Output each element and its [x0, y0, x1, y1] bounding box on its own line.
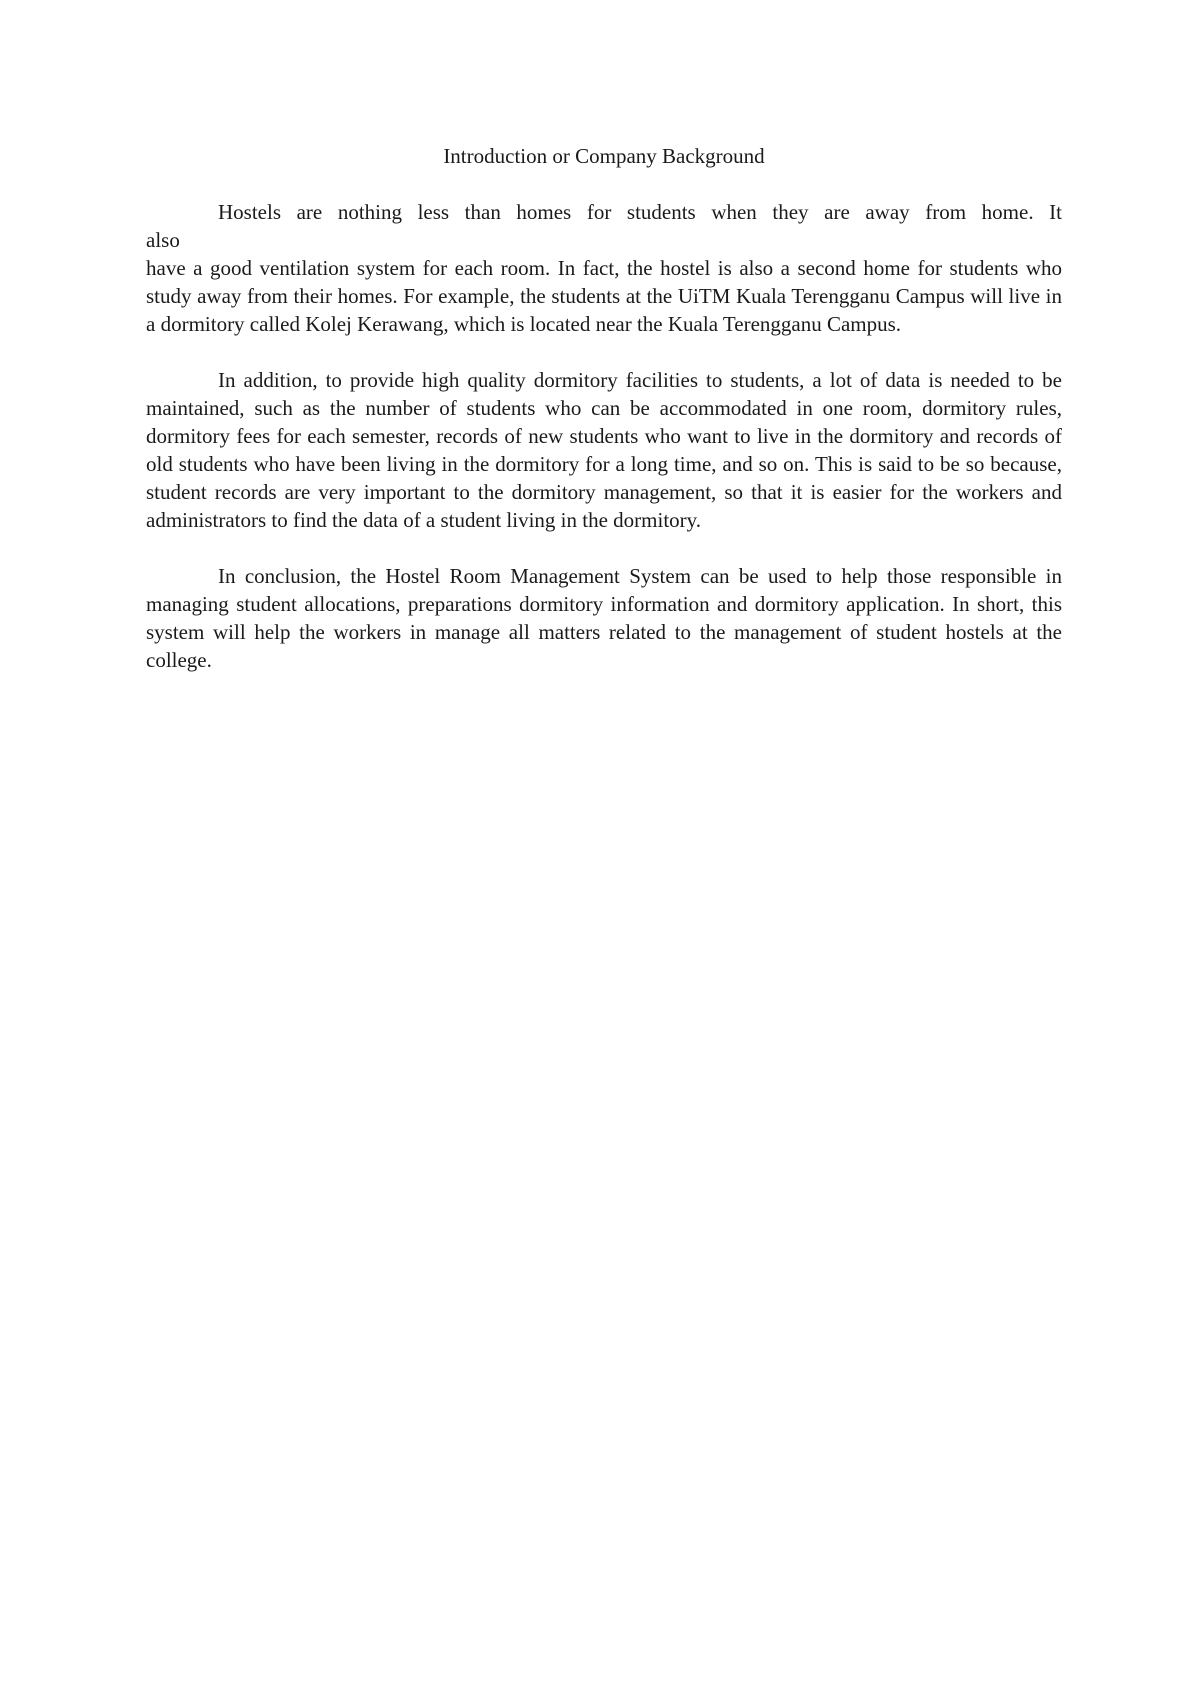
- paragraph-introduction: [146, 198, 1062, 338]
- paragraph-addition: In addition, to provide high quality dormitory facilities to students, a lot of data is needed to be maintained, such as the number of students who can be accommodated in one room, dormitory rules, dormitory fees for each semester, records of new students who want to live in the dormitory and records of old students who have been living in the dormitory for a long time, and so on. This is said to be so because, student records are very important to the dormitory management, so that it is easier for the workers and administrators to find the data of a student living in the dormitory.: [146, 368, 1062, 532]
- paragraph-introduction-line-2: also: [146, 228, 180, 252]
- document-body: [146, 142, 1062, 702]
- paragraph-conclusion: In conclusion, the Hostel Room Management System can be used to help those responsible in managing student allocations, preparations dormitory information and dormitory application. In short, this system will help the workers in manage all matters related to the management of student hostels at the college.: [146, 564, 1062, 672]
- document-title: Introduction or Company Background: [443, 144, 765, 168]
- paragraph-introduction-rest: have a good ventilation system for each room. In fact, the hostel is also a second home for students who study away from their homes. For example, the students at the UiTM Kuala Terengganu Campus will live in a dormitory called Kolej Kerawang, which is located near the Kuala Terengganu Campus.: [146, 256, 1062, 336]
- paragraph-introduction-line-1: Hostels are nothing less than homes for students when they are away from home. It: [218, 200, 1062, 224]
